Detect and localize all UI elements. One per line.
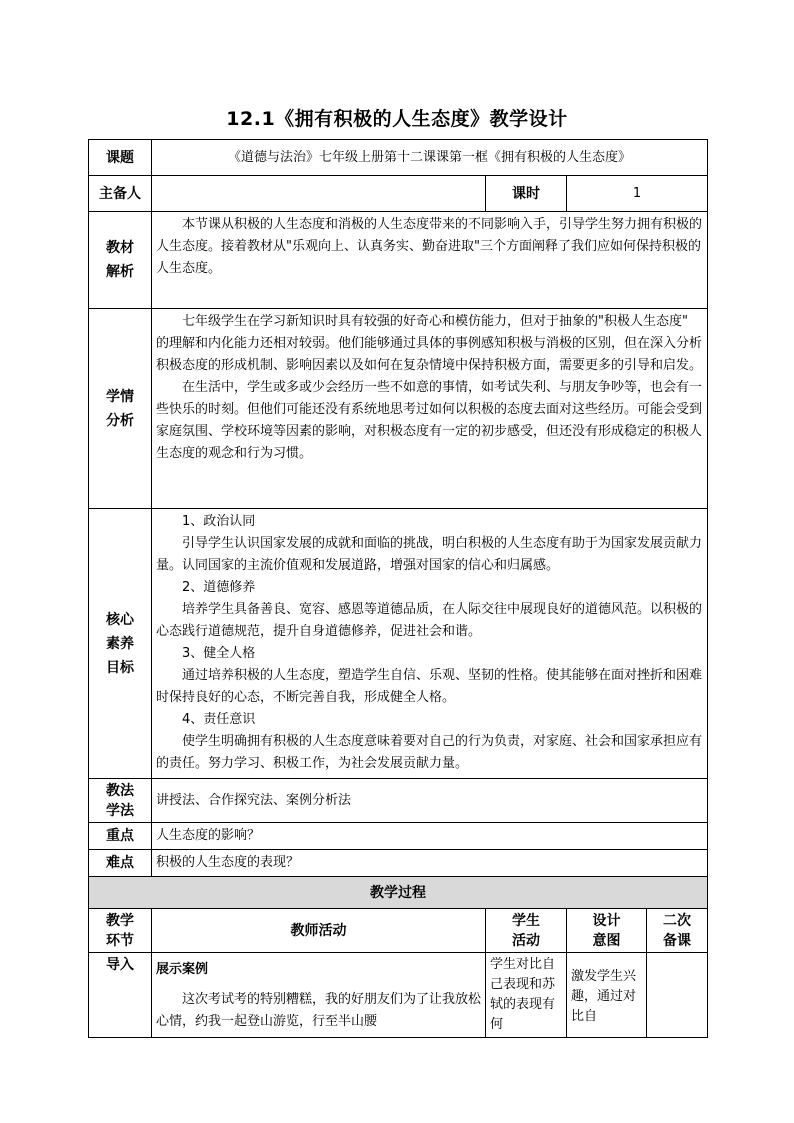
learners-row: [89, 309, 708, 509]
learners-text-cell: [152, 309, 708, 509]
col-stage: 教学环节: [89, 909, 152, 953]
material-row: [89, 212, 708, 309]
goal-4-text: 使学生明确拥有积极的人生态度意味着要对自己的行为负责，对家庭、社会和国家承担应有的责任。努力学习、积极工作，为社会发展贡献力量。: [156, 734, 703, 771]
key-value: 人生态度的影响？: [152, 823, 708, 850]
difficulty-label: 难点: [89, 850, 152, 877]
intro-student: 学生对比自己表现和苏轼的表现有何: [486, 953, 567, 1038]
page-title: 12.1《拥有积极的人生态度》教学设计: [226, 108, 568, 130]
goal-3-text: 通过培养积极的人生态度，塑造学生自信、乐观、坚韧的性格。使其能够在面对挫折和困难时保持良好的心态，不断完善自我，形成健全人格。: [156, 668, 703, 705]
goals-label: 核心素养目标: [89, 509, 152, 779]
goal-2-text: 培养学生具备善良、宽容、感恩等道德品质，在人际交往中展现良好的道德风范。以积极的心态践行道德规范，提升自身道德修养，促进社会和谐。: [156, 602, 703, 639]
col-revision: 二次备课: [647, 909, 708, 953]
intro-teacher-cell: [152, 953, 486, 1038]
material-text-cell: [152, 212, 708, 309]
hours-label: 课时: [486, 176, 567, 212]
key-label: 重点: [89, 823, 152, 850]
intro-intent: 激发学生兴趣，通过对比自: [567, 953, 647, 1038]
methods-value: 讲授法、合作探究法、案例分析法: [152, 779, 708, 823]
material-label: 教材解析: [89, 212, 152, 309]
process-columns-row: [89, 909, 708, 953]
goals-text-cell: [152, 509, 708, 779]
col-intent: 设计意图: [567, 909, 647, 953]
learners-label: 学情分析: [89, 309, 152, 509]
intro-teacher-text: 这次考试考的特别糟糕，我的好朋友们为了让我放松心情，约我一起登山游览，行至半山腰: [156, 992, 482, 1029]
process-header-row: [89, 877, 708, 909]
methods-label: 教法学法: [89, 779, 152, 823]
goal-2-title: 2、道德修养: [182, 580, 256, 595]
goal-1-text: 引导学生认识国家发展的成就和面临的挑战，明白积极的人生态度有助于为国家发展贡献力量。认同国家的主流价值观和发展道路，增强对国家的信心和归属感。: [156, 536, 703, 573]
intro-stage: 导入: [89, 953, 152, 1038]
col-teacher: 教师活动: [152, 909, 486, 953]
difficulty-value: 积极的人生态度的表现？: [152, 850, 708, 877]
hours-value: 1: [567, 176, 708, 212]
goals-row: [89, 509, 708, 779]
difficulty-row: [89, 850, 708, 877]
goal-1-title: 1、政治认同: [182, 514, 256, 529]
methods-row: [89, 779, 708, 823]
topic-row: [89, 140, 708, 176]
material-text: 本节课从积极的人生态度和消极的人生态度带来的不同影响入手，引导学生努力拥有积极的人生态度。接着教材从"乐观向上、认真务实、勤奋进取"三个方面阐释了我们应如何保持积极的人生态度。: [156, 217, 703, 276]
lesson-plan-table: [88, 139, 708, 1038]
intro-teacher-title: 展示案例: [156, 962, 209, 977]
topic-value: 《道德与法治》七年级上册第十二课课第一框《拥有积极的人生态度》: [152, 140, 708, 176]
intro-revision: [647, 953, 708, 1038]
learners-paragraph-2: 在生活中，学生或多或少会经历一些不如意的事情，如考试失利、与朋友争吵等，也会有一些快乐的时刻。但他们可能还没有系统地思考过如何以积极的态度去面对这些经历。可能会受到家庭氛围、学校环境等因素的影响，对积极态度有一定的初步感受，但还没有形成稳定的积极人生态度的观念和行为习惯。: [156, 380, 703, 461]
col-student: 学生活动: [486, 909, 567, 953]
goal-3-title: 3、健全人格: [182, 646, 256, 661]
preparer-value: [152, 176, 486, 212]
topic-label: 课题: [89, 140, 152, 176]
preparer-label: 主备人: [89, 176, 152, 212]
learners-paragraph-1: 七年级学生在学习新知识时具有较强的好奇心和模仿能力，但对于抽象的"积极人生态度" 的理解和内化能力还相对较弱。他们能够通过具体的事例感知积极与消极的区别，但在深入分析积极态度的形成机制、影响因素以及如何在复杂情境中保持积极方面，需要更多的引导和启发。: [156, 314, 703, 373]
preparer-row: [89, 176, 708, 212]
process-header: 教学过程: [89, 877, 708, 909]
intro-row: [89, 953, 708, 1038]
goal-4-title: 4、责任意识: [182, 712, 256, 727]
key-row: [89, 823, 708, 850]
